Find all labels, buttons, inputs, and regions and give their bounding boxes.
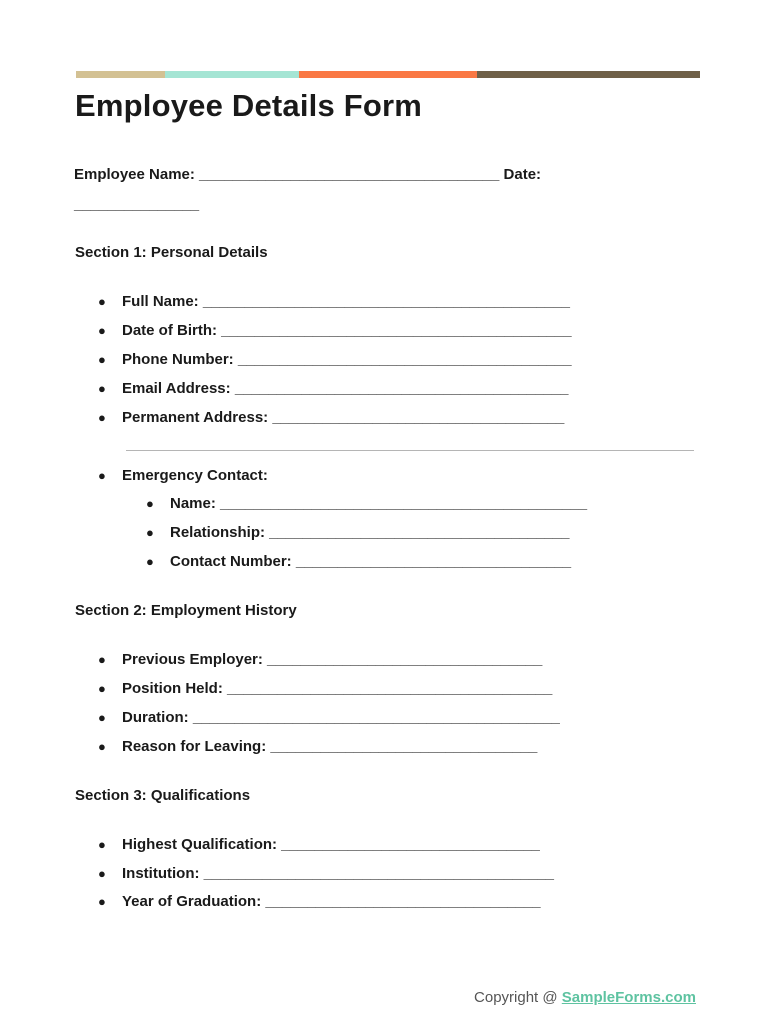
list-item-full-name: ● Full Name: ____________________________________________ <box>98 293 570 310</box>
list-item-duration: ● Duration: ____________________________________________ <box>98 709 560 726</box>
bullet-icon: ● <box>98 652 106 667</box>
employee-name-date-line: Employee Name: ____________________________________ Date: <box>74 166 542 183</box>
bullet-icon: ● <box>98 352 106 367</box>
list-item-previous-employer: ● Previous Employer: _________________________________ <box>98 651 543 668</box>
bullet-icon: ● <box>98 866 106 881</box>
list-item-reason-for-leaving: ● Reason for Leaving: ________________________________ <box>98 738 538 755</box>
bullet-icon: ● <box>98 410 106 425</box>
bullet-icon: ● <box>98 894 106 909</box>
stripe-segment-tan <box>76 71 165 78</box>
list-item-date-of-birth: ● Date of Birth: __________________________________________ <box>98 322 572 339</box>
bullet-icon: ● <box>98 381 106 396</box>
sub-item-relationship: ● Relationship: ____________________________________ <box>146 524 570 541</box>
bullet-icon: ● <box>146 554 154 569</box>
sub-item-contact-number: ● Contact Number: _________________________________ <box>146 553 572 570</box>
color-stripe <box>76 71 700 78</box>
bullet-icon: ● <box>98 837 106 852</box>
list-item-highest-qualification: ● Highest Qualification: _______________________________ <box>98 836 540 853</box>
address-continuation-line <box>126 450 694 451</box>
bullet-icon: ● <box>98 681 106 696</box>
list-item-email-address: ● Email Address: ________________________________________ <box>98 380 569 397</box>
list-item-year-of-graduation: ● Year of Graduation: _________________________________ <box>98 893 541 910</box>
section-1-title: Section 1: Personal Details <box>75 244 268 261</box>
list-item-phone-number: ● Phone Number: ________________________________________ <box>98 351 572 368</box>
sub-item-name: ● Name: ____________________________________________ <box>146 495 588 512</box>
section-2-title: Section 2: Employment History <box>75 602 297 619</box>
stripe-segment-orange <box>299 71 477 78</box>
copyright-text: Copyright @ <box>474 989 562 1006</box>
bullet-icon: ● <box>98 710 106 725</box>
page-title: Employee Details Form <box>75 88 423 123</box>
list-item-emergency-contact: ● Emergency Contact: <box>98 467 268 484</box>
section-3-title: Section 3: Qualifications <box>75 787 251 804</box>
footer-copyright <box>474 989 696 1006</box>
date-blank: _______________ <box>74 196 200 213</box>
bullet-icon: ● <box>98 294 106 309</box>
bullet-icon: ● <box>146 496 154 511</box>
stripe-segment-mint <box>165 71 299 78</box>
brand-link[interactable]: SampleForms.com <box>561 989 696 1006</box>
bullet-icon: ● <box>98 739 106 754</box>
list-item-permanent-address: ● Permanent Address: ___________________________________ <box>98 409 565 426</box>
list-item-position-held: ● Position Held: _______________________________________ <box>98 680 553 697</box>
bullet-icon: ● <box>98 323 106 338</box>
bullet-icon: ● <box>146 525 154 540</box>
list-item-institution: ● Institution: __________________________________________ <box>98 865 555 882</box>
stripe-segment-brown <box>477 71 700 78</box>
bullet-icon: ● <box>98 468 106 483</box>
